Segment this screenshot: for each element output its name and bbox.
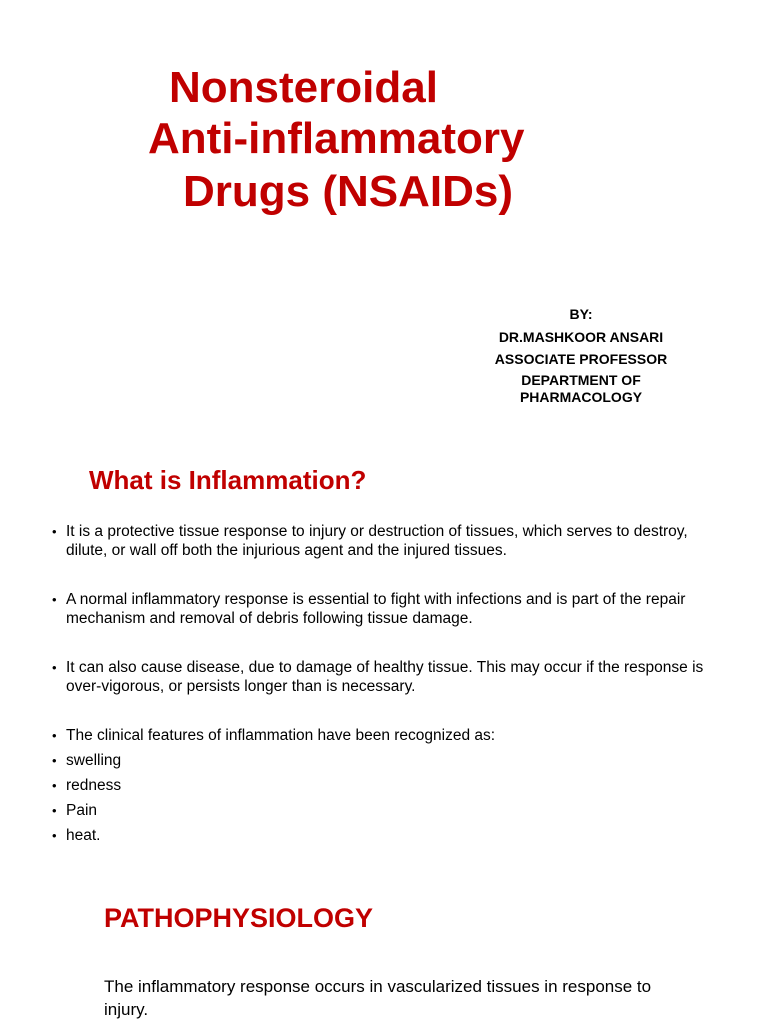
bullet-icon: • <box>52 660 57 675</box>
list-item <box>52 801 712 820</box>
list-item <box>52 826 712 845</box>
list-item <box>52 658 712 696</box>
author-byline: BY: <box>569 306 593 322</box>
bullet-icon: • <box>52 524 57 539</box>
pathophysiology-text: The inflammatory response occurs in vascularized tissues in response to injury. <box>104 977 652 1019</box>
list-item-text: It is a protective tissue response to injury or destruction of tissues, which serves to destroy, dilute, or wall off both the injurious agent and the injured tissues. <box>66 523 688 559</box>
bullet-icon: • <box>52 592 57 607</box>
list-item-text: redness <box>66 777 122 794</box>
bullet-icon: • <box>52 728 57 743</box>
author-department-line-1: DEPARTMENT OF <box>521 372 641 388</box>
author-name: DR.MASHKOOR ANSARI <box>498 329 664 345</box>
title-line-3: Drugs (NSAIDs) <box>183 167 514 216</box>
bullet-icon: • <box>52 828 57 843</box>
author-block <box>460 304 702 406</box>
bullet-icon: • <box>52 753 57 768</box>
list-item <box>52 590 712 628</box>
list-item-text: heat. <box>66 827 101 844</box>
list-item <box>52 522 712 560</box>
list-item-text: A normal inflammatory response is essential to fight with infections and is part of the repair mechanism and removal of debris following tissue damage. <box>66 591 686 627</box>
bullet-icon: • <box>52 803 57 818</box>
author-role: ASSOCIATE PROFESSOR <box>494 351 668 367</box>
list-item-text: It can also cause disease, due to damage of healthy tissue. This may occur if the response is over-vigorous, or persists longer than is necessary. <box>66 659 704 695</box>
inflammation-bullet-list <box>52 522 712 851</box>
title-line-2: Anti-inflammatory <box>148 114 525 163</box>
list-item <box>52 726 712 745</box>
list-item-text: swelling <box>66 752 122 769</box>
section-heading-pathophysiology: PATHOPHYSIOLOGY <box>104 903 374 933</box>
title-line-1: Nonsteroidal <box>169 63 438 112</box>
bullet-icon: • <box>52 778 57 793</box>
list-item-text: Pain <box>66 802 98 819</box>
list-item-text: The clinical features of inflammation have been recognized as: <box>66 727 496 744</box>
author-department-line-2: PHARMACOLOGY <box>519 389 643 405</box>
list-item <box>52 751 712 770</box>
section-heading-inflammation: What is Inflammation? <box>89 465 367 495</box>
list-item <box>52 776 712 795</box>
